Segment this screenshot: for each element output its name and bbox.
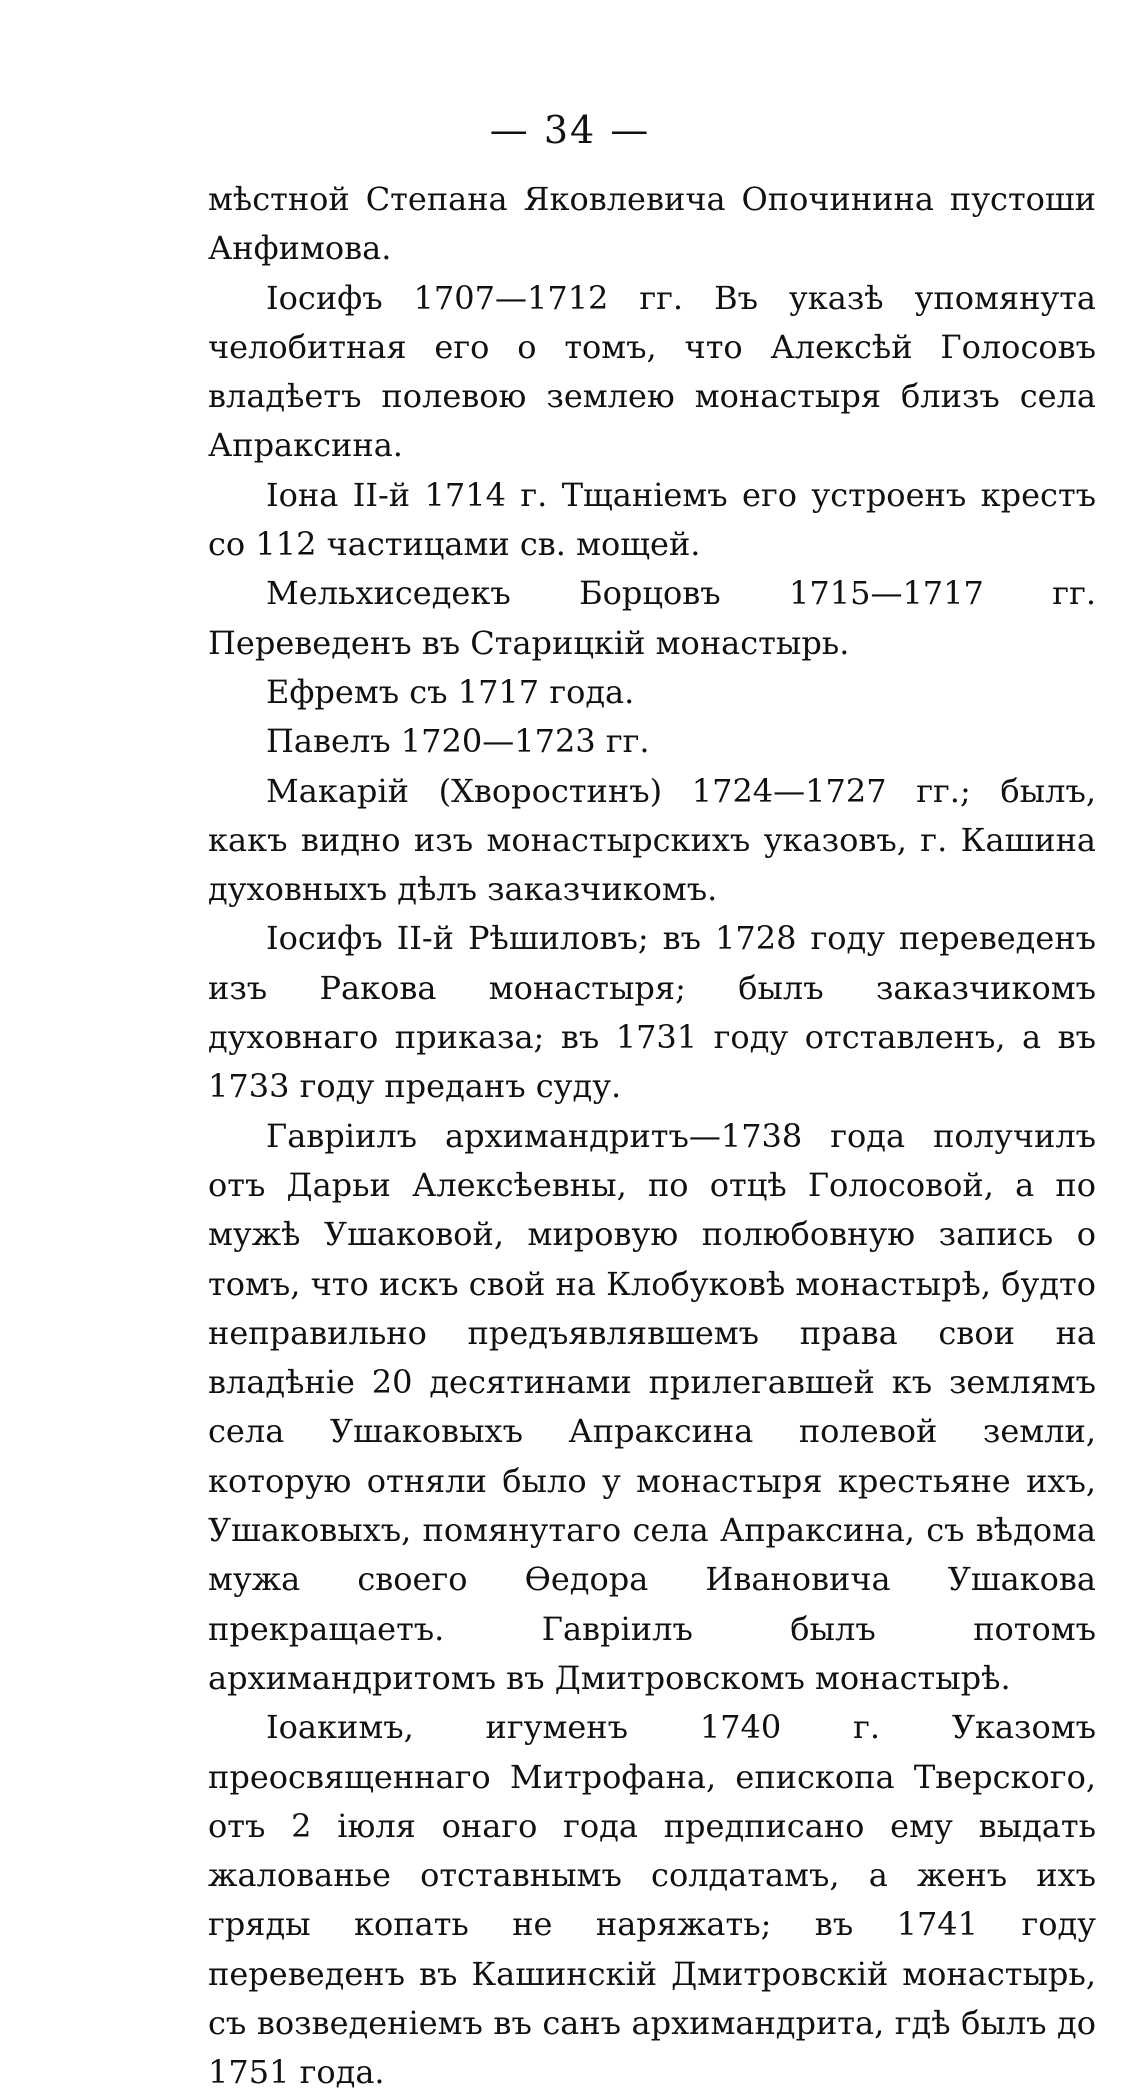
paragraph-iona-2: Іона II-й 1714 г. Тщаніемъ его устроенъ крестъ со 112 частицами св. мощей. <box>208 475 1096 564</box>
body-text <box>208 175 1096 2098</box>
page-number: — 34 — <box>489 108 651 152</box>
paragraph-efrem: Ефремъ съ 1717 года. <box>266 672 635 711</box>
paragraph-melkhisedek: Мельхиседекъ Борцовъ 1715—1717 гг. Переведенъ въ Старицкій монастырь. <box>208 574 1096 662</box>
paragraph-1: мѣстной Степана Яковлевича Опочинина пустоши Анфимова. <box>208 180 1096 268</box>
paragraph-ioakim: Іоакимъ, игуменъ 1740 г. Указомъ преосвященнаго Митрофана, епископа Тверского, отъ 2 іюля онаго года предписано ему выдать жалованье отставнымъ солдатамъ, а женъ ихъ гряды копать не наряжать; въ 1741 году переведенъ въ Кашинскій Дмитровскій монастырь, съ возведеніемъ въ санъ архимандрита, гдѣ былъ до 1751 года. <box>208 1708 1096 2092</box>
paragraph-pavel: Павелъ 1720—1723 гг. <box>266 722 650 761</box>
paragraph-gavriil: Гавріилъ архимандритъ—1738 года получилъ отъ Дарьи Алексѣевны, по отцѣ Голосовой, а по мужѣ Ушаковой, мировую полюбовную запись о томъ, что искъ свой на Клобуковѣ монастырѣ, будто неправильно предъявлявшемъ права свои на владѣніе 20 десятинами прилегавшей къ землямъ села Ушаковыхъ Апраксина полевой земли, которую отняли было у монастыря крестьяне ихъ, Ушаковыхъ, помянутаго села Апраксина, съ вѣдома мужа своего Ѳедора Ивановича Ушакова прекращаетъ. Гавріилъ былъ потомъ архимандритомъ въ Дмитровскомъ монастырѣ. <box>208 1116 1096 1697</box>
paragraph-makariy: Макарій (Хворостинъ) 1724—1727 гг.; былъ, какъ видно изъ монастырскихъ указовъ, г. Кашина духовныхъ дѣлъ заказчикомъ. <box>208 771 1096 909</box>
paragraph-iosif-1: Іосифъ 1707—1712 гг. Въ указѣ упомянута челобитная его о томъ, что Алексѣй Голосовъ владѣетъ полевою землею монастыря близъ села Апраксина. <box>208 278 1096 465</box>
paragraph-iosif-2: Іосифъ II-й Рѣшиловъ; въ 1728 году переведенъ изъ Ракова монастыря; былъ заказчикомъ духовнаго приказа; въ 1731 году отставленъ, а въ 1733 году преданъ суду. <box>208 919 1096 1106</box>
